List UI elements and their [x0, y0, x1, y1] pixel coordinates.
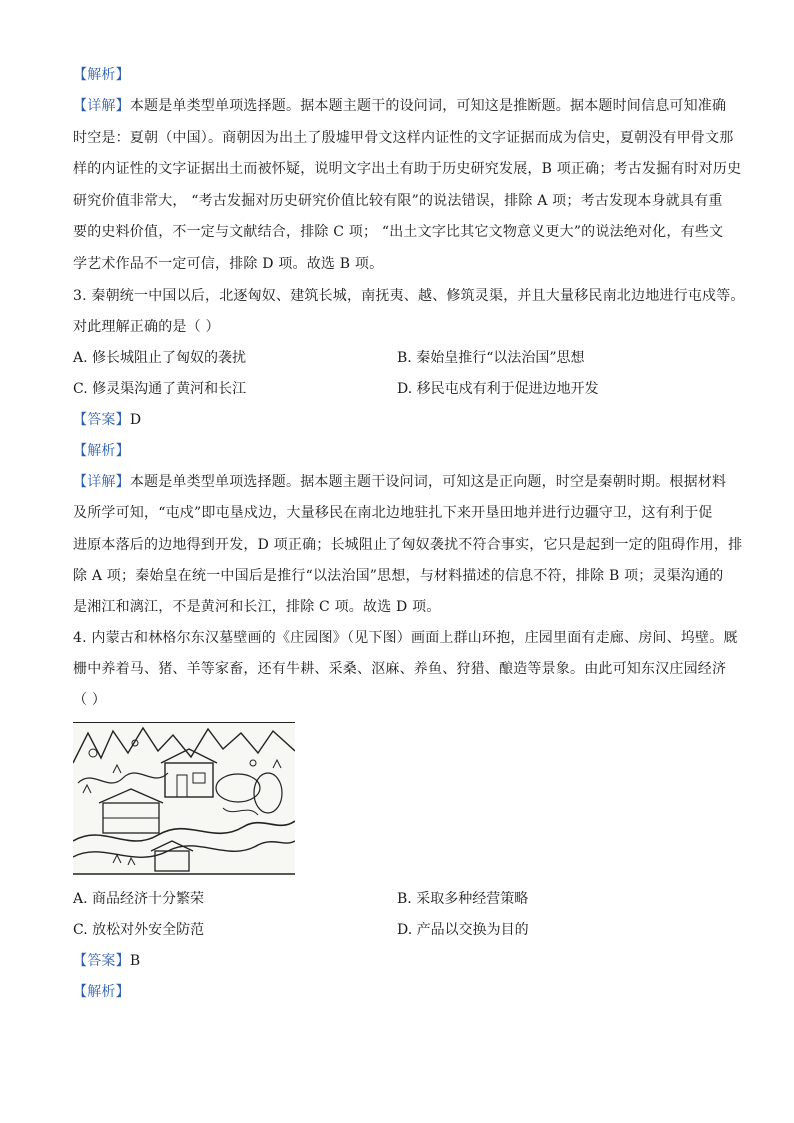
analysis-heading [73, 441, 733, 463]
question-stem: 对此理解正确的是（ ） [73, 319, 220, 335]
explanation-line [73, 472, 733, 494]
explanation-line [73, 96, 733, 118]
explanation-line: 学艺术作品不一定可信，排除 D 项。故选 B 项。 [73, 256, 384, 272]
explanation-text: 本题是单类型单项选择题。据本题主题干设问词，可知这是正向题，时空是秦朝时期。根据材料 [129, 474, 727, 490]
option-b: B. 秦始皇推行“以法治国”思想 [397, 350, 585, 366]
option-d: D. 产品以交换为目的 [397, 922, 529, 938]
answer-value: B [129, 953, 141, 969]
answer-line [73, 410, 733, 432]
option-d: D. 移民屯戍有利于促进边地开发 [397, 381, 599, 397]
question-stem: 栅中养着马、猪、羊等家畜，还有牛耕、采桑、沤麻、养鱼、狩猎、酿造等景象。由此可知东汉庄园经济 [73, 661, 727, 677]
question-stem: 3. 秦朝统一中国以后，北逐匈奴、建筑长城，南抚夷、越、修筑灵渠，并且大量移民南北边地进行屯戍等。 [73, 288, 745, 304]
detail-tag: 【详解】 [73, 474, 130, 490]
answer-tag: 【答案】 [73, 953, 130, 969]
explanation-line: 要的史料价值，不一定与文献结合，排除 C 项； “出土文字比其它文物意义更大”的说法绝对化，有些文 [73, 224, 724, 240]
option-c: C. 修灵渠沟通了黄河和长江 [73, 381, 247, 397]
analysis-tag: 【解析】 [73, 67, 130, 83]
explanation-line: 是湘江和漓江，不是黄河和长江，排除 C 项。故选 D 项。 [73, 599, 441, 615]
answer-tag: 【答案】 [73, 412, 130, 428]
option-b: B. 采取多种经营策略 [397, 891, 529, 907]
question-stem: 4. 内蒙古和林格尔东汉墓壁画的《庄园图》（见下图）画面上群山环抱，庄园里面有走廊、房间、坞壁。厩 [73, 630, 738, 646]
answer-value: D [129, 412, 142, 428]
explanation-line: 研究价值非常大， “考古发掘对历史研究价值比较有限”的说法错误，排除 A 项；考古发现本身就具有重 [73, 193, 723, 209]
explanation-text: 本题是单类型单项选择题。据本题主题干的设问词，可知这是推断题。据本题时间信息可知准确 [129, 98, 727, 114]
analysis-heading [73, 65, 733, 87]
explanation-line: 时空是：夏朝（中国）。商朝因为出土了殷墟甲骨文这样内证性的文字证据而成为信史，夏朝没有甲骨文那 [73, 130, 734, 146]
option-a: A. 修长城阻止了匈奴的袭扰 [73, 350, 247, 366]
answer-line [73, 951, 733, 973]
option-c: C. 放松对外安全防范 [73, 922, 205, 938]
explanation-line: 及所学可知，“屯戍”即屯垦戍边，大量移民在南北边地驻扎下来开垦田地并进行边疆守卫，这有利于促 [73, 505, 713, 521]
explanation-line: 样的内证性的文字证据出土而被怀疑，说明文字出土有助于历史研究发展，B 项正确；考古发掘有时对历史 [73, 161, 742, 177]
detail-tag: 【详解】 [73, 98, 130, 114]
manor-mural-drawing [73, 723, 295, 875]
analysis-tag: 【解析】 [73, 443, 130, 459]
explanation-line: 除 A 项；秦始皇在统一中国后是推行“以法治国”思想，与材料描述的信息不符，排除 B 项；灵渠沟通的 [73, 568, 724, 584]
analysis-tag: 【解析】 [73, 984, 130, 1000]
analysis-heading [73, 982, 733, 1004]
question-stem: （ ） [73, 692, 107, 708]
manor-mural-image [73, 722, 295, 875]
explanation-line: 进原本落后的边地得到开发，D 项正确；长城阻止了匈奴袭扰不符合事实，它只是起到一定的阻碍作用，排 [73, 537, 743, 553]
option-a: A. 商品经济十分繁荣 [73, 891, 205, 907]
